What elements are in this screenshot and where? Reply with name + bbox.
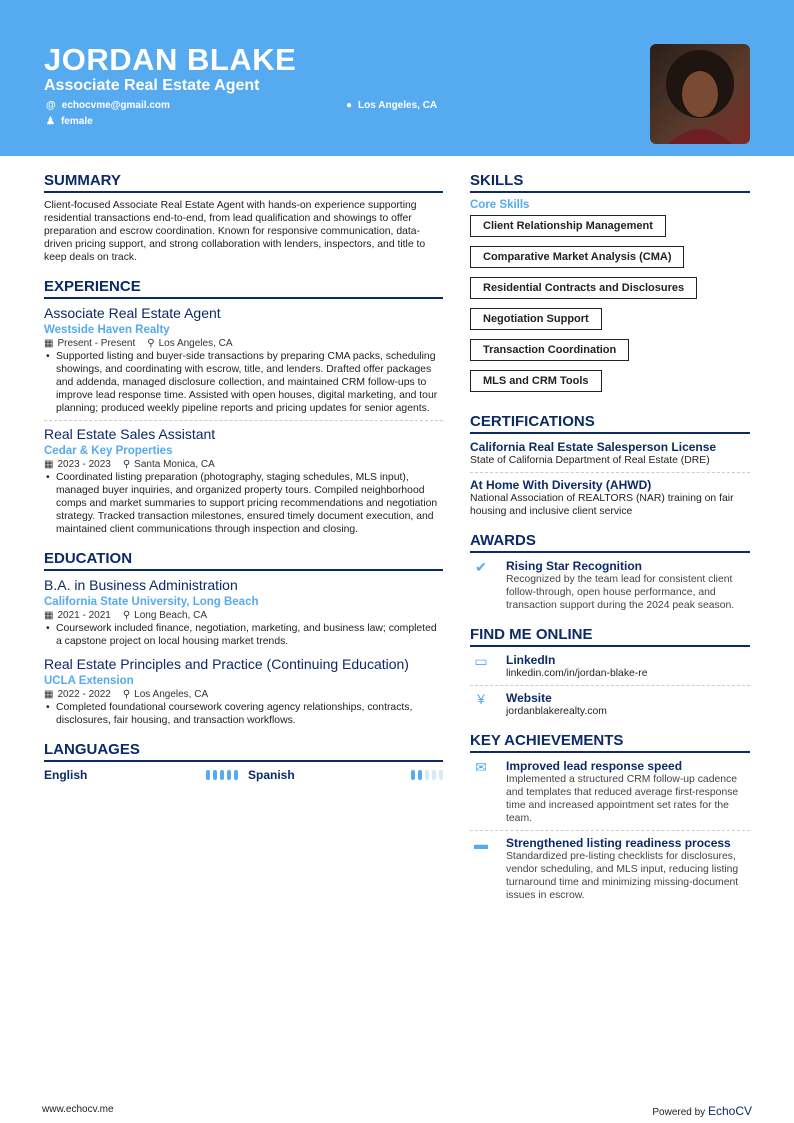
skill-tag: Transaction Coordination [470,339,629,361]
map-pin-icon: ⚲ [122,610,131,621]
degree-title: B.A. in Business Administration [44,577,238,593]
candidate-name: JORDAN BLAKE [44,42,297,77]
proficiency-bar [425,770,429,780]
divider [470,830,750,831]
edu-dates: 2022 - 2022 [57,689,111,700]
location-contact [346,100,437,111]
calendar-icon: ▦ [44,459,54,470]
profile-photo [650,44,750,144]
check-circle-icon: ✔ [475,559,487,575]
gender-text: female [60,116,93,127]
online-item[interactable] [470,653,750,680]
language-item [248,768,443,782]
degree-title: Real Estate Principles and Practice (Continuing Education) [44,656,409,672]
achievement-text: Standardized pre-listing checklists for disclosures, vendor scheduling, and MLS input, reducing listing turnaround time and minimizing missing-document issues in escrow. [506,851,739,901]
award-item [470,559,750,612]
email-contact [46,100,170,111]
skills-section [470,172,750,399]
job-title: Associate Real Estate Agent [44,305,221,321]
awards-section [470,532,750,612]
achievement-item [470,836,750,902]
skill-tag: MLS and CRM Tools [470,370,602,392]
section-title: SUMMARY [44,172,443,193]
divider [470,685,750,686]
skill-tag: Residential Contracts and Disclosures [470,277,697,299]
section-title: KEY ACHIEVEMENTS [470,732,750,753]
online-item[interactable] [470,691,750,718]
calendar-icon: ▦ [44,689,54,700]
language-name: Spanish [248,768,295,782]
award-title: Rising Star Recognition [506,559,643,573]
left-column [44,172,443,796]
section-title: CERTIFICATIONS [470,413,750,434]
map-pin-icon: ● [346,100,353,111]
proficiency-bar [234,770,238,780]
footer-powered [652,1104,752,1118]
link-title: LinkedIn [506,653,556,667]
proficiency-bar [220,770,224,780]
edu-location: Los Angeles, CA [134,689,209,700]
cert-issuer: National Association of REALTORS (NAR) training on fair housing and inclusive client service [470,493,734,517]
resume-header [0,0,794,156]
experience-item [44,305,443,415]
job-location: Santa Monica, CA [134,459,215,470]
job-location: Los Angeles, CA [158,338,233,349]
achievement-title: Improved lead response speed [506,759,683,773]
achievement-text: Implemented a structured CRM follow-up cadence and templates that reduced average first-response time and increased appointment set rates for the team. [506,774,739,824]
footer-website[interactable]: www.echocv.me [42,1104,114,1115]
divider [44,420,443,421]
language-name: English [44,768,88,782]
proficiency-bar [439,770,443,780]
chat-icon: ▬ [474,836,488,852]
job-title: Real Estate Sales Assistant [44,426,216,442]
calendar-icon: ▦ [44,338,54,349]
edu-description: • Coursework included finance, negotiation, marketing, and business law; completed a capstone project on local housing market trends. [44,622,443,648]
edu-dates: 2021 - 2021 [57,610,111,621]
online-section [470,626,750,718]
section-title: EDUCATION [44,550,443,571]
job-description: • Supported listing and buyer-side transactions by preparing CMA packs, scheduling showings, and coordinating with escrow, title, and lenders. Drafted offer packages and addenda, managed disclosure collection, and maintained CRM follow-ups to improve lead response time. Assisted with open houses, digital marketing, and tour planning; produced weekly pipeline reports and pricing updates for senior agents. [44,350,443,415]
linkedin-icon: ▭ [474,653,488,669]
language-item [44,768,248,782]
company-name: Cedar & Key Properties [44,445,173,457]
skill-tag: Negotiation Support [470,308,602,330]
map-pin-icon: ⚲ [122,459,131,470]
experience-section [44,278,443,536]
cert-title: California Real Estate Salesperson License [470,440,717,454]
at-icon: @ [46,100,56,111]
edu-description: • Completed foundational coursework covering agency relationships, contracts, disclosures, fair housing, and transaction workflows. [44,701,443,727]
link-url[interactable]: jordanblakerealty.com [506,706,607,717]
gender-contact [46,116,93,127]
edu-location: Long Beach, CA [134,610,207,621]
education-item [44,656,443,727]
company-name: Westside Haven Realty [44,324,170,336]
proficiency-bars [206,770,238,780]
experience-item [44,426,443,536]
achievement-item [470,759,750,825]
candidate-role: Associate Real Estate Agent [44,77,260,94]
location-text: Los Angeles, CA [358,100,438,111]
award-text: Recognized by the team lead for consistent client follow-through, open house performance, and transaction support during the 2024 peak season. [506,574,735,611]
envelope-icon: ✉ [475,759,487,775]
education-item [44,577,443,648]
map-pin-icon: ⚲ [147,338,155,349]
proficiency-bar [411,770,415,780]
summary-section [44,172,443,264]
school-name: UCLA Extension [44,675,134,687]
languages-section [44,741,443,782]
section-title: FIND ME ONLINE [470,626,750,647]
brand-logo: EchoCV [707,1104,752,1118]
divider [470,472,750,473]
proficiency-bar [418,770,422,780]
proficiency-bar [206,770,210,780]
link-title: Website [506,691,552,705]
calendar-icon: ▦ [44,610,54,621]
proficiency-bar [432,770,436,780]
achievement-title: Strengthened listing readiness process [506,836,731,850]
proficiency-bars [411,770,443,780]
proficiency-bar [227,770,231,780]
cert-issuer: State of California Department of Real Estate (DRE) [470,455,710,466]
school-name: California State University, Long Beach [44,596,259,608]
proficiency-bar [213,770,217,780]
job-description: • Coordinated listing preparation (photography, staging schedules, MLS input), managed buyer inquiries, and organized property tours. Compiled neighborhood comps and market summaries to support pricing recommendations and negotiation strategy. Tracked transaction milestones, ensured timely document execution, and maintained client communications through inspection and closing. [44,471,443,536]
powered-by-text: Powered by [652,1107,706,1118]
skill-tag: Comparative Market Analysis (CMA) [470,246,684,268]
map-pin-icon: ⚲ [122,689,131,700]
skills-subtitle: Core Skills [470,199,530,211]
cert-title: At Home With Diversity (AHWD) [470,478,652,492]
person-icon: ♟ [46,116,55,127]
right-column [470,172,750,916]
education-section [44,550,443,727]
link-url[interactable]: linkedin.com/in/jordan-blake-re [506,668,648,679]
certifications-section [470,413,750,518]
email-link[interactable]: echocvme@gmail.com [61,100,170,111]
achievements-section [470,732,750,902]
website-icon: ¥ [477,691,485,707]
section-title: LANGUAGES [44,741,443,762]
job-dates: Present - Present [57,338,136,349]
section-title: SKILLS [470,172,750,193]
section-title: EXPERIENCE [44,278,443,299]
summary-text: Client-focused Associate Real Estate Agent with hands-on experience supporting residential transactions end-to-end, from lead qualification and showings to offer preparation and escrow coordination. Known for responsive communication, data-driven pricing support, and strong collaboration with lenders, inspectors, and title to keep deals on track. [44,200,426,263]
section-title: AWARDS [470,532,750,553]
skill-tag: Client Relationship Management [470,215,666,237]
job-dates: 2023 - 2023 [57,459,111,470]
